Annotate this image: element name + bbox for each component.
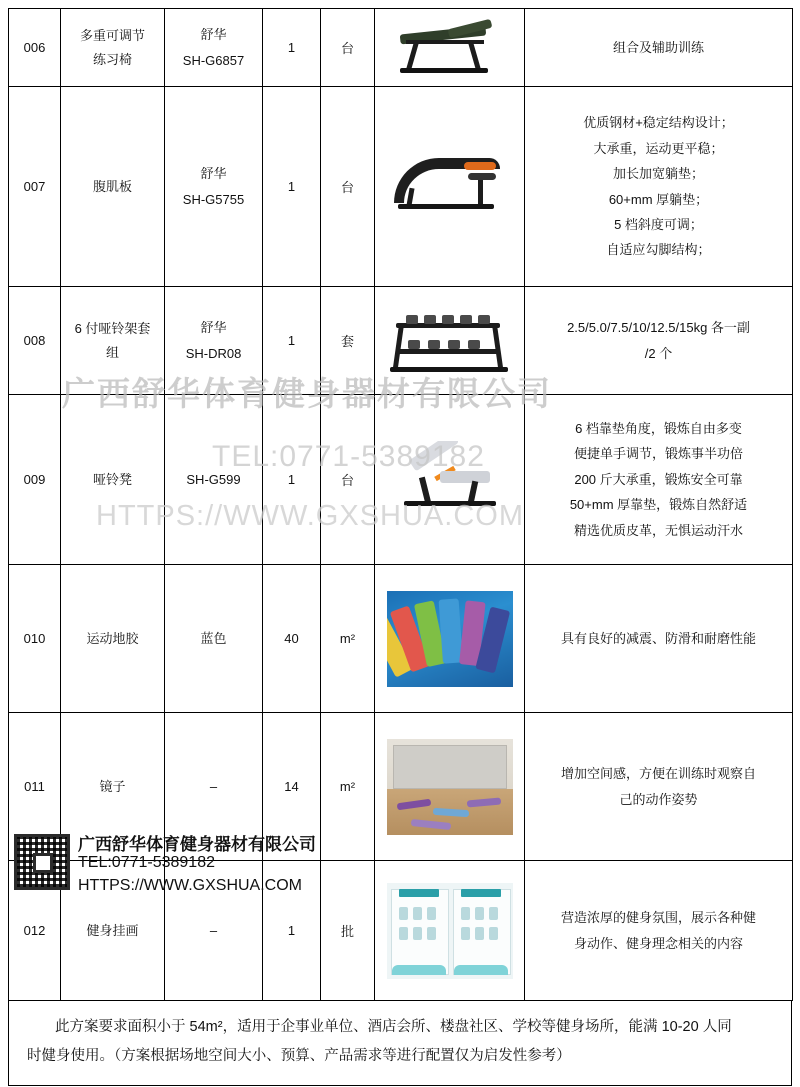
- stamp-company: 广西舒华体育健身器材有限公司: [78, 835, 316, 854]
- cell-image: [375, 87, 525, 287]
- desc-line: 2.5/5.0/7.5/10/12.5/15kg 各一副: [567, 320, 750, 336]
- name-line: 镜子: [99, 778, 126, 794]
- brand-line: 舒华: [200, 319, 227, 335]
- cell-description: [525, 713, 793, 861]
- cell-brand: [165, 713, 263, 861]
- name-line: 哑铃凳: [92, 471, 132, 487]
- cell-brand: [165, 287, 263, 395]
- cell-unit: m²: [321, 565, 375, 713]
- cell-unit: m²: [321, 713, 375, 861]
- cell-unit: 台: [321, 395, 375, 565]
- name-line: 组: [105, 344, 119, 360]
- cell-no: 011: [9, 713, 61, 861]
- name-line: 健身挂画: [86, 922, 139, 938]
- adjustable-bench-image: [386, 16, 514, 80]
- cell-image: [375, 395, 525, 565]
- stamp-tel: TEL:0771-5389182: [78, 854, 215, 871]
- brand-line: SH-G6857: [182, 52, 245, 68]
- cell-image: [375, 713, 525, 861]
- cell-image: [375, 9, 525, 87]
- table-row: [9, 287, 793, 395]
- desc-line: 具有良好的减震、防滑和耐磨性能: [560, 630, 756, 646]
- fitness-poster-image: [387, 883, 513, 979]
- brand-line: 蓝色: [200, 630, 227, 646]
- desc-line: 增加空间感，方便在训练时观察自: [560, 766, 756, 782]
- dumbbell-rack-image: [386, 309, 514, 373]
- equipment-table: [8, 8, 793, 1001]
- table-row: [9, 861, 793, 1001]
- cell-image: [375, 287, 525, 395]
- cell-description: [525, 565, 793, 713]
- desc-line: 6 档靠垫角度，锻炼自由多变: [575, 421, 742, 437]
- cell-description: [525, 87, 793, 287]
- cell-no: 006: [9, 9, 61, 87]
- name-line: 多重可调节: [79, 28, 145, 44]
- cell-description: [525, 861, 793, 1001]
- table-row: [9, 565, 793, 713]
- cell-name: [61, 713, 165, 861]
- footer-note: [8, 1001, 792, 1086]
- cell-unit: 台: [321, 9, 375, 87]
- desc-line: 60+mm 厚躺垫；: [608, 191, 709, 207]
- footer-line-2: 时健身使用。（方案根据场地空间大小、预算、产品需求等进行配置仅为启发性参考）: [27, 1048, 571, 1064]
- cell-brand: [165, 395, 263, 565]
- desc-line: 优质钢材+稳定结构设计；: [583, 115, 734, 131]
- cell-brand: [165, 861, 263, 1001]
- name-line: 练习椅: [92, 51, 132, 67]
- cell-qty: 1: [263, 287, 321, 395]
- table-body: [9, 9, 793, 1001]
- cell-name: [61, 395, 165, 565]
- cell-no: 007: [9, 87, 61, 287]
- cell-description: [525, 9, 793, 87]
- cell-brand: [165, 9, 263, 87]
- cell-unit: 批: [321, 861, 375, 1001]
- name-line: 运动地胶: [86, 630, 139, 646]
- brand-line: SH-DR08: [185, 345, 242, 361]
- desc-line: 便捷单手调节，锻炼事半功倍: [573, 446, 743, 462]
- name-line: 腹肌板: [92, 178, 132, 194]
- desc-line: 5 档斜度可调；: [614, 216, 703, 232]
- cell-qty: 14: [263, 713, 321, 861]
- brand-line: SH-G599: [186, 471, 241, 487]
- stamp-website: HTTPS://WWW.GXSHUA.COM: [78, 877, 302, 894]
- cell-name: [61, 87, 165, 287]
- desc-line: 精选优质皮革，无惧运动汗水: [573, 522, 743, 538]
- desc-line: 营造浓厚的健身氛围，展示各种健: [560, 910, 756, 926]
- cell-no: 008: [9, 287, 61, 395]
- cell-unit: 台: [321, 87, 375, 287]
- brand-line: SH-G5755: [182, 191, 245, 207]
- sports-flooring-image: [387, 591, 513, 687]
- cell-description: [525, 287, 793, 395]
- cell-unit: 套: [321, 287, 375, 395]
- desc-line: /2 个: [644, 345, 673, 361]
- cell-name: [61, 287, 165, 395]
- desc-line: 组合及辅助训练: [612, 39, 704, 55]
- cell-no: 010: [9, 565, 61, 713]
- table-row: [9, 395, 793, 565]
- cell-qty: 1: [263, 395, 321, 565]
- cell-brand: [165, 565, 263, 713]
- desc-line: 大承重，运动更平稳；: [593, 140, 724, 156]
- cell-brand: [165, 87, 263, 287]
- desc-line: 己的动作姿势: [619, 791, 698, 807]
- cell-no: 009: [9, 395, 61, 565]
- name-line: 6 付哑铃架套: [74, 321, 151, 337]
- watermark-tel: TEL:0771-5389182: [212, 440, 485, 473]
- cell-name: [61, 9, 165, 87]
- brand-line: 舒华: [200, 165, 227, 181]
- brand-line: –: [209, 778, 218, 794]
- cell-qty: 1: [263, 861, 321, 1001]
- cell-qty: 1: [263, 9, 321, 87]
- footer-line-1: 此方案要求面积小于 54m²，适用于企事业单位、酒店会所、楼盘社区、学校等健身场所，能满 10-20 人同: [55, 1019, 732, 1035]
- brand-line: –: [209, 922, 218, 938]
- cell-name: [61, 861, 165, 1001]
- desc-line: 自适应勾脚结构；: [606, 242, 711, 258]
- watermark-company: 广西舒华体育健身器材有限公司: [62, 375, 552, 412]
- cell-no: 012: [9, 861, 61, 1001]
- table-row: [9, 87, 793, 287]
- dumbbell-bench-image: [386, 441, 514, 519]
- cell-image: [375, 861, 525, 1001]
- cell-description: [525, 395, 793, 565]
- table-row: [9, 713, 793, 861]
- desc-line: 50+mm 厚靠垫，锻炼自然舒适: [569, 497, 748, 513]
- cell-name: [61, 565, 165, 713]
- watermark-website: HTTPS://WWW.GXSHUA.COM: [96, 500, 524, 532]
- brand-line: 舒华: [200, 26, 227, 42]
- ab-bench-image: [386, 148, 514, 226]
- mirror-room-image: [387, 739, 513, 835]
- desc-line: 200 斤大承重，锻炼安全可靠: [574, 471, 743, 487]
- cell-image: [375, 565, 525, 713]
- cell-qty: 1: [263, 87, 321, 287]
- desc-line: 身动作、健身理念相关的内容: [573, 935, 743, 951]
- desc-line: 加长加宽躺垫；: [612, 166, 704, 182]
- table-row: [9, 9, 793, 87]
- cell-qty: 40: [263, 565, 321, 713]
